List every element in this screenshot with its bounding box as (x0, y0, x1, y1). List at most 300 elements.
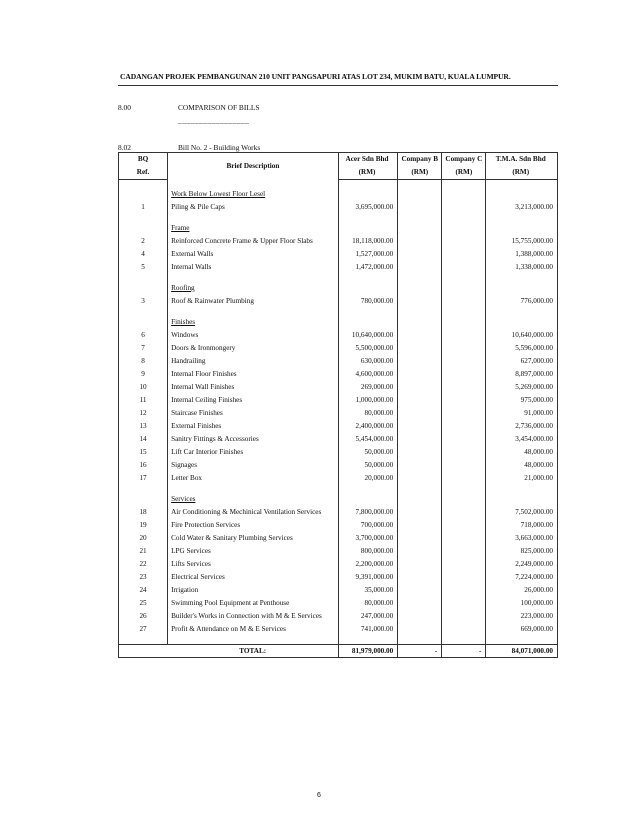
empty-cell (119, 214, 168, 222)
item-description: Piling & Pile Caps (168, 201, 339, 214)
acer-amount: 780,000.00 (338, 295, 397, 308)
item-description: Doors & Ironmongery (168, 342, 339, 355)
bq-ref: 17 (119, 472, 168, 485)
company-b-amount (398, 519, 442, 532)
tma-amount: 100,000.00 (486, 597, 558, 610)
empty-cell (168, 485, 339, 493)
table-row (119, 519, 558, 532)
total-tma: 84,071,000.00 (486, 645, 558, 658)
section-heading (168, 493, 339, 506)
header-company-c: Company C (442, 153, 486, 167)
tma-amount: 3,663,000.00 (486, 532, 558, 545)
item-description: Sanitry Fittings & Accessories (168, 433, 339, 446)
bq-ref: 8 (119, 355, 168, 368)
bq-ref: 20 (119, 532, 168, 545)
table-row (119, 248, 558, 261)
company-c-amount (442, 623, 486, 636)
item-description: Signages (168, 459, 339, 472)
company-c-amount (442, 261, 486, 274)
company-b-amount (398, 506, 442, 519)
tma-amount: 8,897,000.00 (486, 368, 558, 381)
company-c-amount (442, 558, 486, 571)
empty-cell (486, 308, 558, 316)
empty-cell (398, 188, 442, 201)
header-company-b: Company B (398, 153, 442, 167)
item-description: Irrigation (168, 584, 339, 597)
acer-amount: 2,200,000.00 (338, 558, 397, 571)
section-heading-text: Finishes (171, 318, 196, 326)
section-heading-text: Roofing (171, 284, 195, 292)
header-tma: T.M.A. Sdn Bhd (486, 153, 558, 167)
section-heading (168, 222, 339, 235)
acer-amount: 269,000.00 (338, 381, 397, 394)
item-description: Lift Car Interior Finishes (168, 446, 339, 459)
company-b-amount (398, 558, 442, 571)
table-row (119, 584, 558, 597)
empty-cell (486, 485, 558, 493)
empty-cell (486, 282, 558, 295)
bq-ref: 6 (119, 329, 168, 342)
acer-amount: 5,500,000.00 (338, 342, 397, 355)
table-row (119, 459, 558, 472)
table-row (119, 446, 558, 459)
acer-amount: 741,000.00 (338, 623, 397, 636)
header-ref: Ref. (119, 166, 168, 180)
company-c-amount (442, 459, 486, 472)
tma-amount: 776,000.00 (486, 295, 558, 308)
tma-amount: 48,000.00 (486, 459, 558, 472)
empty-cell (398, 222, 442, 235)
bill-title: Bill No. 2 - Building Works (178, 143, 261, 152)
company-c-amount (442, 342, 486, 355)
table-row (119, 571, 558, 584)
spacer-row (119, 274, 558, 282)
table-row (119, 506, 558, 519)
company-b-amount (398, 610, 442, 623)
empty-cell (442, 222, 486, 235)
bill-number: 8.02 (118, 143, 131, 152)
tma-amount: 26,000.00 (486, 584, 558, 597)
company-b-amount (398, 623, 442, 636)
company-c-amount (442, 295, 486, 308)
unit-company-b: (RM) (398, 166, 442, 180)
empty-cell (486, 180, 558, 189)
empty-cell (442, 316, 486, 329)
section-heading-row (119, 188, 558, 201)
bq-ref: 26 (119, 610, 168, 623)
bill-comparison-table (118, 152, 558, 658)
spacer-row (119, 180, 558, 189)
company-c-amount (442, 355, 486, 368)
empty-cell (338, 274, 397, 282)
acer-amount: 247,000.00 (338, 610, 397, 623)
empty-cell (442, 180, 486, 189)
empty-cell (398, 180, 442, 189)
company-c-amount (442, 571, 486, 584)
tma-amount: 2,736,000.00 (486, 420, 558, 433)
acer-amount: 4,600,000.00 (338, 368, 397, 381)
bq-ref: 7 (119, 342, 168, 355)
company-c-amount (442, 472, 486, 485)
header-acer: Acer Sdn Bhd (338, 153, 397, 167)
tma-amount: 627,000.00 (486, 355, 558, 368)
empty-cell (119, 180, 168, 189)
empty-cell (338, 308, 397, 316)
empty-cell (442, 636, 486, 645)
total-company-c: - (442, 645, 486, 658)
bq-ref: 1 (119, 201, 168, 214)
table-row (119, 355, 558, 368)
tma-amount: 223,000.00 (486, 610, 558, 623)
bq-ref: 9 (119, 368, 168, 381)
bq-ref: 3 (119, 295, 168, 308)
company-c-amount (442, 381, 486, 394)
table-row (119, 201, 558, 214)
empty-cell (398, 493, 442, 506)
company-c-amount (442, 433, 486, 446)
item-description: Handrailing (168, 355, 339, 368)
table-row (119, 433, 558, 446)
company-b-amount (398, 433, 442, 446)
bq-ref: 12 (119, 407, 168, 420)
company-b-amount (398, 235, 442, 248)
empty-cell (442, 493, 486, 506)
header-description: Brief Description (168, 153, 339, 180)
spacer-row (119, 485, 558, 493)
empty-cell (119, 274, 168, 282)
tma-amount: 1,388,000.00 (486, 248, 558, 261)
item-description: Electrical Services (168, 571, 339, 584)
table-row (119, 472, 558, 485)
item-description: Reinforced Concrete Frame & Upper Floor Slabs (168, 235, 339, 248)
acer-amount: 1,472,000.00 (338, 261, 397, 274)
bq-ref: 14 (119, 433, 168, 446)
acer-amount: 3,700,000.00 (338, 532, 397, 545)
unit-company-c: (RM) (442, 166, 486, 180)
tma-amount: 975,000.00 (486, 394, 558, 407)
empty-cell (442, 274, 486, 282)
company-b-amount (398, 597, 442, 610)
empty-cell (168, 214, 339, 222)
empty-cell (168, 180, 339, 189)
total-acer: 81,979,000.00 (338, 645, 397, 658)
item-description: External Finishes (168, 420, 339, 433)
empty-cell (398, 282, 442, 295)
tma-amount: 1,338,000.00 (486, 261, 558, 274)
company-c-amount (442, 584, 486, 597)
bq-ref: 23 (119, 571, 168, 584)
table-row (119, 261, 558, 274)
company-b-amount (398, 446, 442, 459)
item-description: Roof & Rainwater Plumbing (168, 295, 339, 308)
header-bq: BQ (119, 153, 168, 167)
company-c-amount (442, 519, 486, 532)
bq-ref: 22 (119, 558, 168, 571)
company-c-amount (442, 407, 486, 420)
acer-amount: 700,000.00 (338, 519, 397, 532)
table-row (119, 329, 558, 342)
company-c-amount (442, 235, 486, 248)
company-c-amount (442, 545, 486, 558)
section-title-underline: _________________ (178, 116, 250, 125)
section-heading-text: Services (171, 495, 196, 503)
empty-cell (119, 222, 168, 235)
table-row (119, 545, 558, 558)
item-description: Internal Floor Finishes (168, 368, 339, 381)
spacer-row (119, 636, 558, 645)
company-b-amount (398, 329, 442, 342)
empty-cell (398, 274, 442, 282)
company-b-amount (398, 407, 442, 420)
empty-cell (168, 308, 339, 316)
company-b-amount (398, 248, 442, 261)
spacer-row (119, 214, 558, 222)
item-description: Letter Box (168, 472, 339, 485)
empty-cell (119, 316, 168, 329)
company-c-amount (442, 446, 486, 459)
acer-amount: 10,640,000.00 (338, 329, 397, 342)
item-description: Swimming Pool Equipment at Penthouse (168, 597, 339, 610)
tma-amount: 669,000.00 (486, 623, 558, 636)
item-description: Windows (168, 329, 339, 342)
section-number: 8.00 (118, 103, 131, 112)
tma-amount: 15,755,000.00 (486, 235, 558, 248)
tma-amount: 7,224,000.00 (486, 571, 558, 584)
table-row (119, 623, 558, 636)
table-row (119, 558, 558, 571)
item-description: Lifts Services (168, 558, 339, 571)
company-c-amount (442, 329, 486, 342)
table-row (119, 407, 558, 420)
company-c-amount (442, 506, 486, 519)
empty-cell (486, 214, 558, 222)
empty-cell (398, 485, 442, 493)
bq-ref: 2 (119, 235, 168, 248)
empty-cell (398, 316, 442, 329)
acer-amount: 50,000.00 (338, 459, 397, 472)
table-row (119, 368, 558, 381)
company-c-amount (442, 201, 486, 214)
item-description: Internal Ceiling Finishes (168, 394, 339, 407)
empty-cell (442, 308, 486, 316)
empty-cell (398, 636, 442, 645)
empty-cell (119, 636, 168, 645)
company-c-amount (442, 532, 486, 545)
acer-amount: 18,118,000.00 (338, 235, 397, 248)
empty-cell (486, 316, 558, 329)
company-b-amount (398, 472, 442, 485)
section-heading-text: Frame (171, 224, 190, 232)
unit-tma: (RM) (486, 166, 558, 180)
spacer-row (119, 308, 558, 316)
total-company-b: - (398, 645, 442, 658)
empty-cell (338, 636, 397, 645)
acer-amount: 630,000.00 (338, 355, 397, 368)
tma-amount: 21,000.00 (486, 472, 558, 485)
empty-cell (338, 316, 397, 329)
empty-cell (338, 485, 397, 493)
empty-cell (486, 274, 558, 282)
acer-amount: 7,800,000.00 (338, 506, 397, 519)
table-row (119, 597, 558, 610)
company-c-amount (442, 610, 486, 623)
acer-amount: 80,000.00 (338, 407, 397, 420)
tma-amount: 825,000.00 (486, 545, 558, 558)
company-b-amount (398, 459, 442, 472)
company-b-amount (398, 584, 442, 597)
company-c-amount (442, 368, 486, 381)
company-b-amount (398, 368, 442, 381)
bq-ref: 19 (119, 519, 168, 532)
acer-amount: 20,000.00 (338, 472, 397, 485)
table-row (119, 420, 558, 433)
table-row (119, 295, 558, 308)
empty-cell (168, 274, 339, 282)
total-ref-cell (119, 645, 168, 658)
empty-cell (119, 308, 168, 316)
bq-ref: 5 (119, 261, 168, 274)
title-divider (118, 85, 558, 86)
bq-ref: 25 (119, 597, 168, 610)
empty-cell (338, 282, 397, 295)
section-heading (168, 316, 339, 329)
item-description: Profit & Attendance on M & E Services (168, 623, 339, 636)
tma-amount: 718,000.00 (486, 519, 558, 532)
empty-cell (338, 188, 397, 201)
empty-cell (119, 485, 168, 493)
total-row (119, 645, 558, 658)
tma-amount: 10,640,000.00 (486, 329, 558, 342)
company-b-amount (398, 532, 442, 545)
company-b-amount (398, 261, 442, 274)
empty-cell (338, 214, 397, 222)
section-heading-text: Work Below Lowest Floor Lesel (171, 190, 266, 198)
section-heading-row (119, 282, 558, 295)
bq-ref: 13 (119, 420, 168, 433)
bq-ref: 18 (119, 506, 168, 519)
section-heading (168, 188, 339, 201)
company-b-amount (398, 295, 442, 308)
company-b-amount (398, 545, 442, 558)
table-row (119, 610, 558, 623)
empty-cell (486, 493, 558, 506)
acer-amount: 800,000.00 (338, 545, 397, 558)
item-description: Staircase Finishes (168, 407, 339, 420)
acer-amount: 1,000,000.00 (338, 394, 397, 407)
company-b-amount (398, 394, 442, 407)
empty-cell (486, 188, 558, 201)
bq-ref: 4 (119, 248, 168, 261)
item-description: Internal Wall Finishes (168, 381, 339, 394)
company-b-amount (398, 420, 442, 433)
acer-amount: 3,695,000.00 (338, 201, 397, 214)
company-b-amount (398, 201, 442, 214)
section-heading-row (119, 222, 558, 235)
empty-cell (486, 636, 558, 645)
empty-cell (168, 636, 339, 645)
bq-ref: 11 (119, 394, 168, 407)
tma-amount: 7,502,000.00 (486, 506, 558, 519)
acer-amount: 50,000.00 (338, 446, 397, 459)
empty-cell (442, 188, 486, 201)
company-b-amount (398, 571, 442, 584)
tma-amount: 48,000.00 (486, 446, 558, 459)
unit-acer: (RM) (338, 166, 397, 180)
section-heading (168, 282, 339, 295)
document-title: CADANGAN PROJEK PEMBANGUNAN 210 UNIT PANGSAPURI ATAS LOT 234, MUKIM BATU, KUALA LUMPUR. (120, 72, 511, 81)
acer-amount: 1,527,000.00 (338, 248, 397, 261)
acer-amount: 35,000.00 (338, 584, 397, 597)
item-description: External Walls (168, 248, 339, 261)
tma-amount: 2,249,000.00 (486, 558, 558, 571)
tma-amount: 5,596,000.00 (486, 342, 558, 355)
company-b-amount (398, 342, 442, 355)
company-b-amount (398, 355, 442, 368)
page-number: 6 (317, 792, 321, 799)
bq-ref: 27 (119, 623, 168, 636)
section-title: COMPARISON OF BILLS (178, 103, 260, 112)
item-description: Fire Protection Services (168, 519, 339, 532)
empty-cell (338, 222, 397, 235)
total-label: TOTAL: (168, 645, 339, 658)
tma-amount: 5,269,000.00 (486, 381, 558, 394)
empty-cell (119, 188, 168, 201)
company-c-amount (442, 394, 486, 407)
company-c-amount (442, 420, 486, 433)
acer-amount: 5,454,000.00 (338, 433, 397, 446)
table-row (119, 235, 558, 248)
item-description: Air Conditioning & Mechinical Ventilation Services (168, 506, 339, 519)
empty-cell (338, 180, 397, 189)
empty-cell (119, 282, 168, 295)
empty-cell (442, 282, 486, 295)
bq-ref: 16 (119, 459, 168, 472)
bq-ref: 21 (119, 545, 168, 558)
company-c-amount (442, 248, 486, 261)
item-description: Internal Walls (168, 261, 339, 274)
empty-cell (398, 308, 442, 316)
item-description: LPG Services (168, 545, 339, 558)
acer-amount: 80,000.00 (338, 597, 397, 610)
bq-ref: 10 (119, 381, 168, 394)
item-description: Cold Water & Sanitary Plumbing Services (168, 532, 339, 545)
empty-cell (398, 214, 442, 222)
table-header-row (119, 153, 558, 167)
item-description: Builder's Works in Connection with M & E Services (168, 610, 339, 623)
table-body (119, 180, 558, 645)
empty-cell (486, 222, 558, 235)
table-row (119, 394, 558, 407)
table-row (119, 532, 558, 545)
company-c-amount (442, 597, 486, 610)
empty-cell (442, 214, 486, 222)
acer-amount: 2,400,000.00 (338, 420, 397, 433)
company-b-amount (398, 381, 442, 394)
empty-cell (338, 493, 397, 506)
tma-amount: 3,454,000.00 (486, 433, 558, 446)
empty-cell (442, 485, 486, 493)
tma-amount: 3,213,000.00 (486, 201, 558, 214)
section-heading-row (119, 493, 558, 506)
bq-ref: 15 (119, 446, 168, 459)
table-row (119, 342, 558, 355)
table-row (119, 381, 558, 394)
bq-ref: 24 (119, 584, 168, 597)
acer-amount: 9,391,000.00 (338, 571, 397, 584)
tma-amount: 91,000.00 (486, 407, 558, 420)
section-heading-row (119, 316, 558, 329)
empty-cell (119, 493, 168, 506)
